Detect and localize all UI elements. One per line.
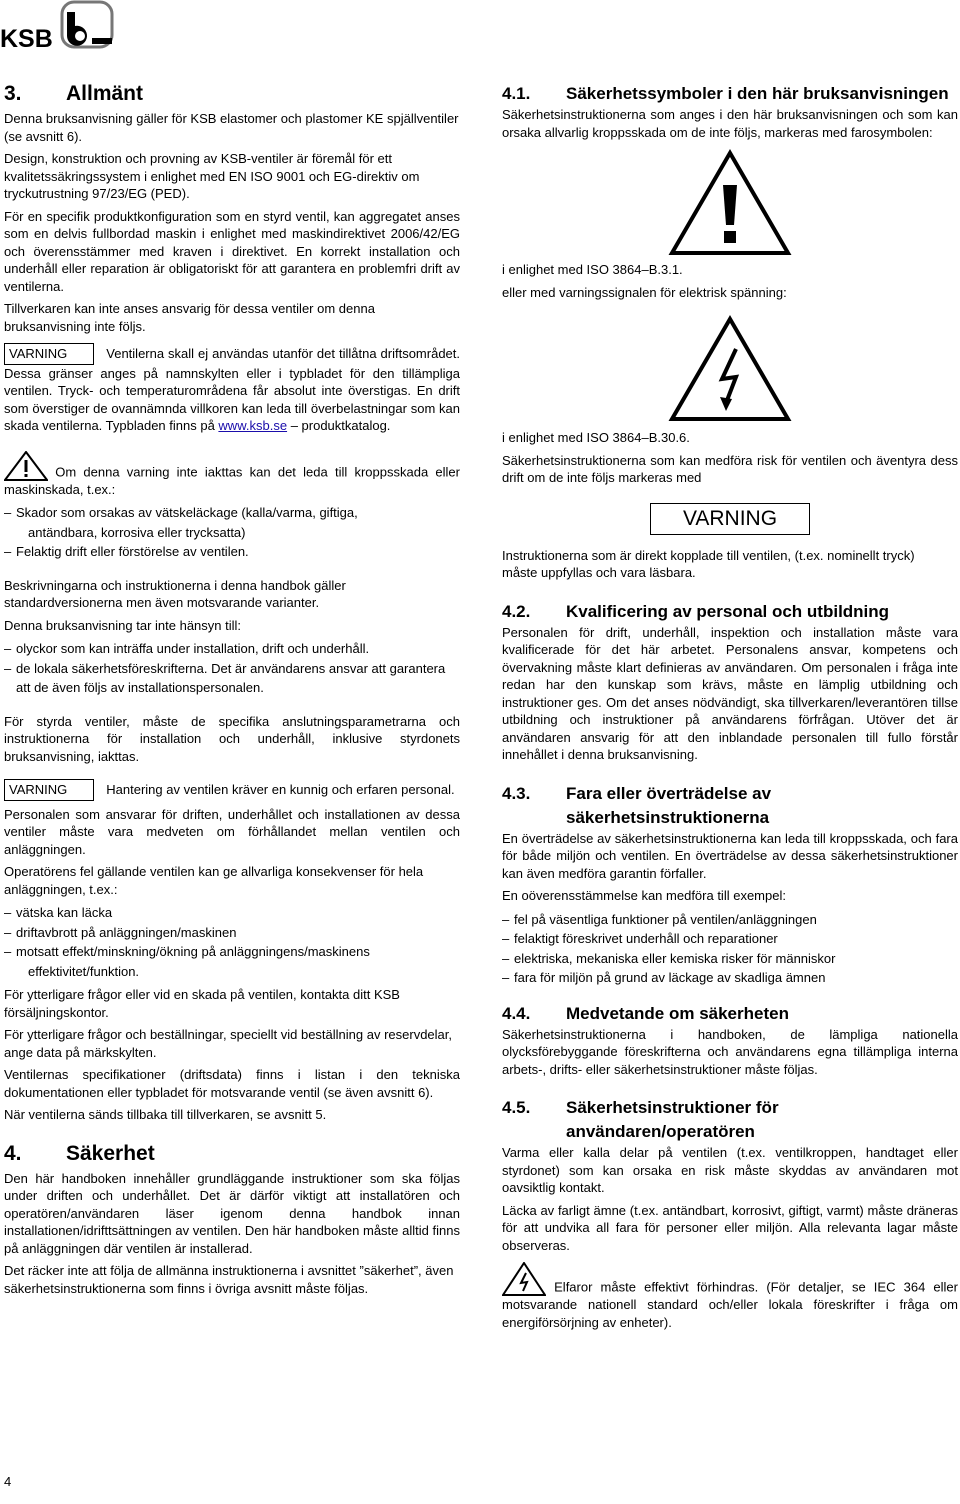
s3-p13: När ventilerna sänds tillbaka till tillverkaren, se avsnitt 5.	[4, 1107, 327, 1122]
s3-p5: Beskrivningarna och instruktionerna i denna handbok gäller standardversionerna men även motsvarande varianter.	[4, 577, 346, 610]
s3-p10: För ytterligare frågor eller vid en skada på ventilen, kontakta ditt KSB försäljningskontor.	[4, 987, 400, 1020]
page-number: 4	[4, 1474, 12, 1489]
varning-label: VARNING	[4, 343, 94, 365]
s45-p1: Varma eller kalla delar på ventilen (t.ex. ventilkroppen, handtaget eller styrdonet) som kan orsaka en risk måste skyddas av användaren mot oavsiktlig kontakt.	[502, 1145, 958, 1195]
list-item: – de lokala säkerhetsföreskrifterna. Det är användarens ansvar att garantera att de även följs av installationspersonalen.	[4, 659, 460, 698]
p6-list	[4, 639, 460, 698]
s42-p1: Personalen för drift, underhåll, inspektion och installation måste vara kvalificerade för det här arbetet. Personalens ansvar, kompetens och övervakning måste klart definieras av användaren. Om personalen i fråga inte redan har den kunskap som krävs, måste en lämplig utbildning och instruktioner ges. Om det anses nödvändigt, ska tillverkaren/leverantören tillse utbildning och instruktioner på användarens förfrågan. Utöver det är användaren ansvarig för att den inblandade personalen till fullo förstår innehållet i denna bruksanvisning.	[502, 624, 958, 762]
iso-ref-2: i enlighet med ISO 3864–B.30.6.	[502, 430, 690, 445]
list-item: – fara för miljön på grund av läckage av skadliga ämnen	[502, 968, 958, 988]
s3-p8: Personalen som ansvarar för driften, underhållet och installationen av dessa ventiler måste vara medveten om förhållandet mellan ventilen och anläggningen.	[4, 806, 460, 857]
s41-p5: måste uppfyllas och vara läsbara.	[502, 565, 696, 580]
section-4-4-heading: 4.4. Medvetande om säkerheten	[502, 1003, 789, 1023]
section-4-2-heading: 4.2. Kvalificering av personal och utbildning	[502, 601, 890, 621]
varning-block-1: VARNING Ventilerna skall ej användas utanför det tillåtna driftsområdet. Dessa gränser anges på namnskylten eller i typbladet för den tillämpliga ventilen. Tryck- och temperaturområdena får absolut inte överstigas. En drift som överstiger de ovannämnda villkoren kan leda till överbelastningar som kan skada ventilerna. Typbladen finns på www.ksb.se – produktkatalog.	[4, 343, 460, 435]
s44-p1: Säkerhetsinstruktionerna i handboken, de lämpliga nationella olycksförebyggande föreskrifterna och användarens egna tillämpliga interna arbets-, drifts- eller säkerhetsinstruktioner måste följas.	[502, 1026, 958, 1077]
s3-p9: Operatörens fel gällande ventilen kan ge allvarliga konsekvenser för hela anläggningen, t.ex.:	[4, 864, 424, 897]
varning-big-label: VARNING	[650, 503, 810, 535]
list-item: – motsatt effekt/minskning/ökning på anläggningens/maskinens	[4, 942, 460, 962]
s3-p12: Ventilernas specifikationer (driftsdata) finns i listan i den tekniska dokumentationen eller typbladet för motsvarande ventil (se även avsnitt 6).	[4, 1067, 460, 1100]
warning-list	[4, 503, 460, 562]
s45-p3: Elfaror måste effektivt förhindras. (För detaljer, se IEC 364 eller motsvarande nationell standard och/eller lokala föreskrifter i fråga om energiförsörjning av enheter).	[502, 1279, 958, 1330]
left-column	[4, 82, 460, 1302]
ksb-logo	[0, 0, 115, 52]
svg-text:KSB: KSB	[0, 25, 53, 52]
s4-p1: Den här handboken innehåller grundläggande instruktioner som ska följas under driften och underhållet. Det är därför viktigt att installatören och operatören/användaren läser igenom denna handbok innan installationen/idrifttsättningen av ventilen. Den här handboken måste alltid finns på anläggningen där ventilen är installerad.	[4, 1170, 460, 1256]
s41-p1: Säkerhetsinstruktionerna som anges i den här bruksanvisningen och som kan orsaka allvarlig kroppsskada om de inte följs, markeras med farosymbolen:	[502, 107, 958, 140]
section-3-heading: 3. Allmänt	[4, 82, 144, 105]
list-item: – olyckor som kan inträffa under installation, drift och underhåll.	[4, 639, 460, 659]
s43-p2: En oöverensstämmelse kan medföra till exempel:	[502, 888, 786, 903]
list-item: – felaktigt föreskrivet underhåll och reparationer	[502, 929, 958, 949]
section-4-heading: 4. Säkerhet	[4, 1141, 155, 1165]
electric-hazard-small-icon	[502, 1262, 546, 1296]
section-4-5-heading: 4.5. Säkerhetsinstruktioner för användaren/operatören	[502, 1098, 779, 1141]
iso-ref-1: i enlighet med ISO 3864–B.3.1.	[502, 262, 683, 277]
s4-p2: Det räcker inte att följa de allmänna instruktionerna i avsnittet ”säkerhet”, även säkerhetsinstruktionerna som finns i övriga avsnitt måste följas.	[4, 1263, 454, 1296]
s41-p2: eller med varningssignalen för elektrisk spänning:	[502, 284, 787, 300]
danger-triangle-icon	[668, 149, 792, 257]
section-4-3-heading: 4.3. Fara eller överträdelse av säkerhetsinstruktionerna	[502, 783, 772, 827]
list-item: – driftavbrott på anläggningen/maskinen	[4, 923, 460, 943]
section-4-1-heading: 4.1. Säkerhetssymboler i den här bruksanvisningen	[502, 84, 949, 103]
list-item: – Skador som orsakas av vätskeläckage (kalla/varma, giftiga,	[4, 503, 460, 523]
list-item: – vätska kan läcka	[4, 903, 460, 923]
p9-list	[4, 903, 460, 981]
s3-p11: För ytterligare frågor och beställningar, speciellt vid beställning av reservdelar, ange data på märkskylten.	[4, 1027, 453, 1060]
s3-p1: Denna bruksanvisning gäller för KSB elastomer och plastomer KE spjällventiler (se avsnitt 6).	[4, 111, 459, 144]
warning-block	[4, 451, 460, 562]
warning-triangle-icon	[4, 451, 48, 481]
s3-p6: Denna bruksanvisning tar inte hänsyn till:	[4, 617, 242, 633]
s41-p3: Säkerhetsinstruktionerna som kan medföra risk för ventilen och äventyra dess drift om de inte följs markeras med	[502, 452, 958, 485]
s45-p2: Läcka av farligt ämne (t.ex. antändbart, korrosivt, giftigt, varmt) måste dräneras för att undvika all fara för personer eller miljön. Alla relevanta lagar måste observeras.	[502, 1202, 958, 1253]
s3-p7: För styrda ventiler, måste de specifika anslutningsparametrarna och instruktionerna för installation och underhåll, inklusive styrdonets bruksanvisning, iakttas.	[4, 713, 460, 764]
s41-p4: Instruktionerna som är direkt kopplade till ventilen, (t.ex. nominellt tryck)	[502, 547, 915, 563]
list-item: – elektriska, mekaniska eller kemiska risker för människor	[502, 949, 958, 969]
electric-hazard-icon	[668, 315, 792, 423]
s3-p2: Design, konstruktion och provning av KSB-ventiler är föremål för ett kvalitetssäkringssystem i enlighet med EN ISO 9001 och EG-direktiv om tryckutrustning 97/23/EG (PED).	[4, 151, 420, 201]
varning-block-2: VARNING Hantering av ventilen kräver en kunnig och erfaren personal.	[4, 779, 460, 801]
s43-list	[502, 910, 958, 988]
s3-p4: Tillverkaren kan inte anses ansvarig för dessa ventiler om denna bruksanvisning inte följs.	[4, 301, 375, 334]
list-item: antändbara, korrosiva eller trycksatta)	[28, 524, 246, 540]
s43-p1: En överträdelse av säkerhetsinstruktionerna kan leda till kroppsskada, och fara för både miljön och ventilen. En överträdelse av dessa säkerhetsinstruktioner kan även medföra garantin förfaller.	[502, 830, 958, 881]
s45-p3-block	[502, 1262, 958, 1331]
list-item: – Felaktig drift eller förstörelse av ventilen.	[4, 542, 460, 562]
right-column	[502, 82, 958, 1336]
s3-p3: För en specifik produktkonfiguration som en styrd ventil, kan aggregatet anses som en delvis fullbordad maskin i enlighet med maskindirektivet 2006/42/EG och överensstämmer med kraven i direktivet. En korrekt installation och underhåll eller reparation är obligatoriskt för att garantera en problemfri drift av ventilerna.	[4, 208, 460, 294]
varning-label: VARNING	[4, 779, 94, 801]
warning-text: Om denna varning inte iakttas kan det leda till kroppsskada eller maskinskada, t.ex.:	[4, 464, 460, 497]
list-item: effektivitet/funktion.	[28, 963, 140, 979]
ksb-link[interactable]: www.ksb.se	[218, 418, 288, 433]
list-item: – fel på väsentliga funktioner på ventilen/anläggningen	[502, 910, 958, 930]
